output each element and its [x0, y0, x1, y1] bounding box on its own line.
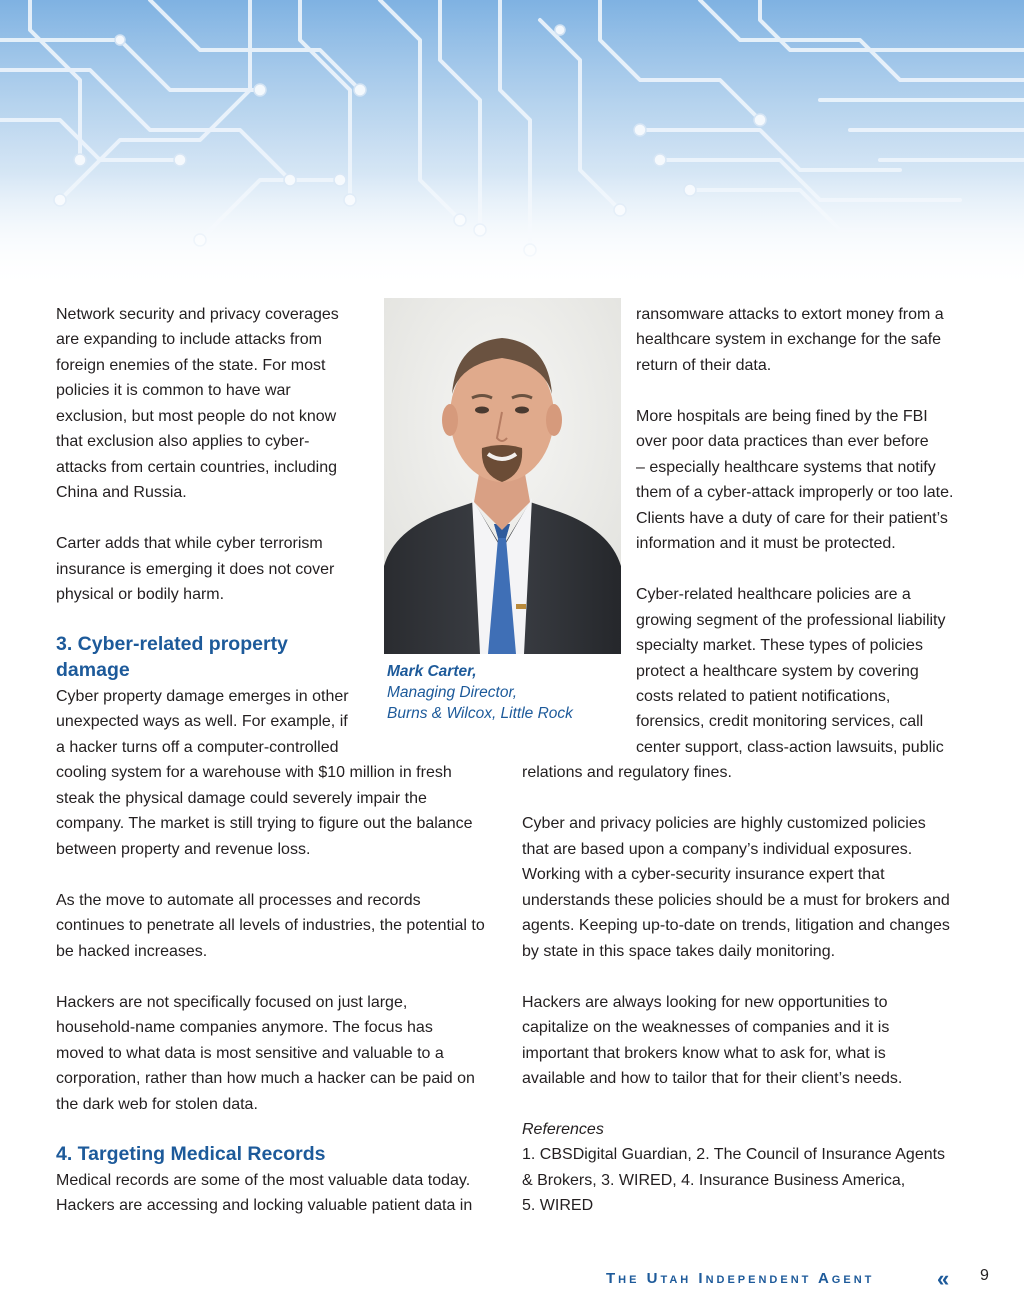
col1-line: continues to penetrate all levels of industries, the potential to [56, 917, 485, 934]
col1-line: cooling system for a warehouse with $10 million in fresh [56, 764, 452, 781]
caption-company: Burns & Wilcox, Little Rock [387, 705, 573, 722]
col2-line: available and how to tailor that for their client’s needs. [522, 1070, 903, 1087]
col2-line: center support, class-action lawsuits, public [636, 739, 944, 756]
col2-line: return of their data. [636, 357, 772, 374]
caption-name: Mark Carter, [387, 663, 477, 680]
col2-line: protect a healthcare system by covering [636, 663, 919, 680]
col1-line: be hacked increases. [56, 943, 208, 960]
col1-line: household-name companies anymore. The focus has [56, 1019, 433, 1036]
col2-line: understands these policies should be a must for brokers and [522, 892, 950, 909]
col1-line: physical or bodily harm. [56, 586, 225, 603]
col1-line: Hackers are not specifically focused on just large, [56, 994, 408, 1011]
col1-line: policies it is common to have war [56, 382, 291, 399]
col2-line: forensics, credit monitoring services, call [636, 713, 924, 730]
col2-line: agents. Keeping up-to-date on trends, litigation and changes [522, 917, 950, 934]
reference-line: 5. WIRED [522, 1197, 594, 1214]
col1-line: steak the physical damage could severely impair the [56, 790, 427, 807]
col1-line: exclusion, but most people do not know [56, 408, 337, 425]
col1-line: Hackers are accessing and locking valuable patient data in [56, 1197, 473, 1214]
col1-line: the dark web for stolen data. [56, 1096, 258, 1113]
section-heading-3-cont: damage [56, 659, 130, 681]
section-heading-4: 4. Targeting Medical Records [56, 1143, 326, 1165]
col1-line: Medical records are some of the most valuable data today. [56, 1172, 471, 1189]
caption-title: Managing Director, [387, 684, 518, 701]
reference-line: 1. CBSDigital Guardian, 2. The Council of Insurance Agents [522, 1146, 946, 1163]
col2-line: important that brokers know what to ask for, what is [522, 1045, 886, 1062]
col1-line: foreign enemies of the state. For most [56, 357, 326, 374]
col1-line: between property and revenue loss. [56, 841, 311, 858]
col2-line: ransomware attacks to extort money from a [636, 306, 944, 323]
col1-line: Network security and privacy coverages [56, 306, 339, 323]
references-label: References [522, 1121, 604, 1138]
col2-line: over poor data practices than ever before [636, 433, 929, 450]
publication-title: The Utah Independent Agent [606, 1270, 875, 1287]
col1-line: that exclusion also applies to cyber- [56, 433, 310, 450]
col2-line: information and it must be protected. [636, 535, 896, 552]
col2-line: by state in this space takes daily monitoring. [522, 943, 836, 960]
col2-line: that are based upon a company’s individual exposures. [522, 841, 913, 858]
col1-line: insurance is emerging it does not cover [56, 561, 335, 578]
col2-line: More hospitals are being fined by the FBI [636, 408, 928, 425]
chevron-left-double-icon: « [937, 1266, 950, 1291]
col2-line: Cyber-related healthcare policies are a [636, 586, 911, 603]
col1-line: company. The market is still trying to figure out the balance [56, 815, 473, 832]
col1-line: Carter adds that while cyber terrorism [56, 535, 323, 552]
col1-line: corporation, rather than how much a hacker can be paid on [56, 1070, 475, 1087]
portrait-photo [384, 298, 621, 654]
circuit-board-banner [0, 0, 1024, 290]
col1-line: As the move to automate all processes and records [56, 892, 421, 909]
col2-line: Cyber and privacy policies are highly customized policies [522, 815, 926, 832]
col1-line: Cyber property damage emerges in other [56, 688, 349, 705]
col2-line: relations and regulatory fines. [522, 764, 732, 781]
col2-line: Hackers are always looking for new opportunities to [522, 994, 888, 1011]
col2-line: growing segment of the professional liability [636, 612, 946, 629]
col2-line: healthcare system in exchange for the safe [636, 331, 942, 348]
col2-line: – especially healthcare systems that notify [636, 459, 936, 476]
col1-line: a hacker turns off a computer-controlled [56, 739, 339, 756]
col2-line: costs related to patient notifications, [636, 688, 891, 705]
section-heading-3: 3. Cyber-related property [56, 633, 288, 655]
col2-line: Clients have a duty of care for their patient’s [636, 510, 948, 527]
col2-line: specialty market. These types of policies [636, 637, 923, 654]
col1-line: China and Russia. [56, 484, 187, 501]
col2-line: capitalize on the weaknesses of companies and it is [522, 1019, 890, 1036]
col2-line: Working with a cyber-security insurance expert that [522, 866, 885, 883]
col1-line: are expanding to include attacks from [56, 331, 322, 348]
col1-line: moved to what data is most sensitive and valuable to a [56, 1045, 444, 1062]
col1-line: attacks from certain countries, including [56, 459, 338, 476]
reference-line: & Brokers, 3. WIRED, 4. Insurance Business America, [522, 1172, 906, 1189]
page-number: 9 [980, 1267, 989, 1284]
col1-line: unexpected ways as well. For example, if [56, 713, 348, 730]
col2-line: them of a cyber-attack improperly or too late. [636, 484, 954, 501]
